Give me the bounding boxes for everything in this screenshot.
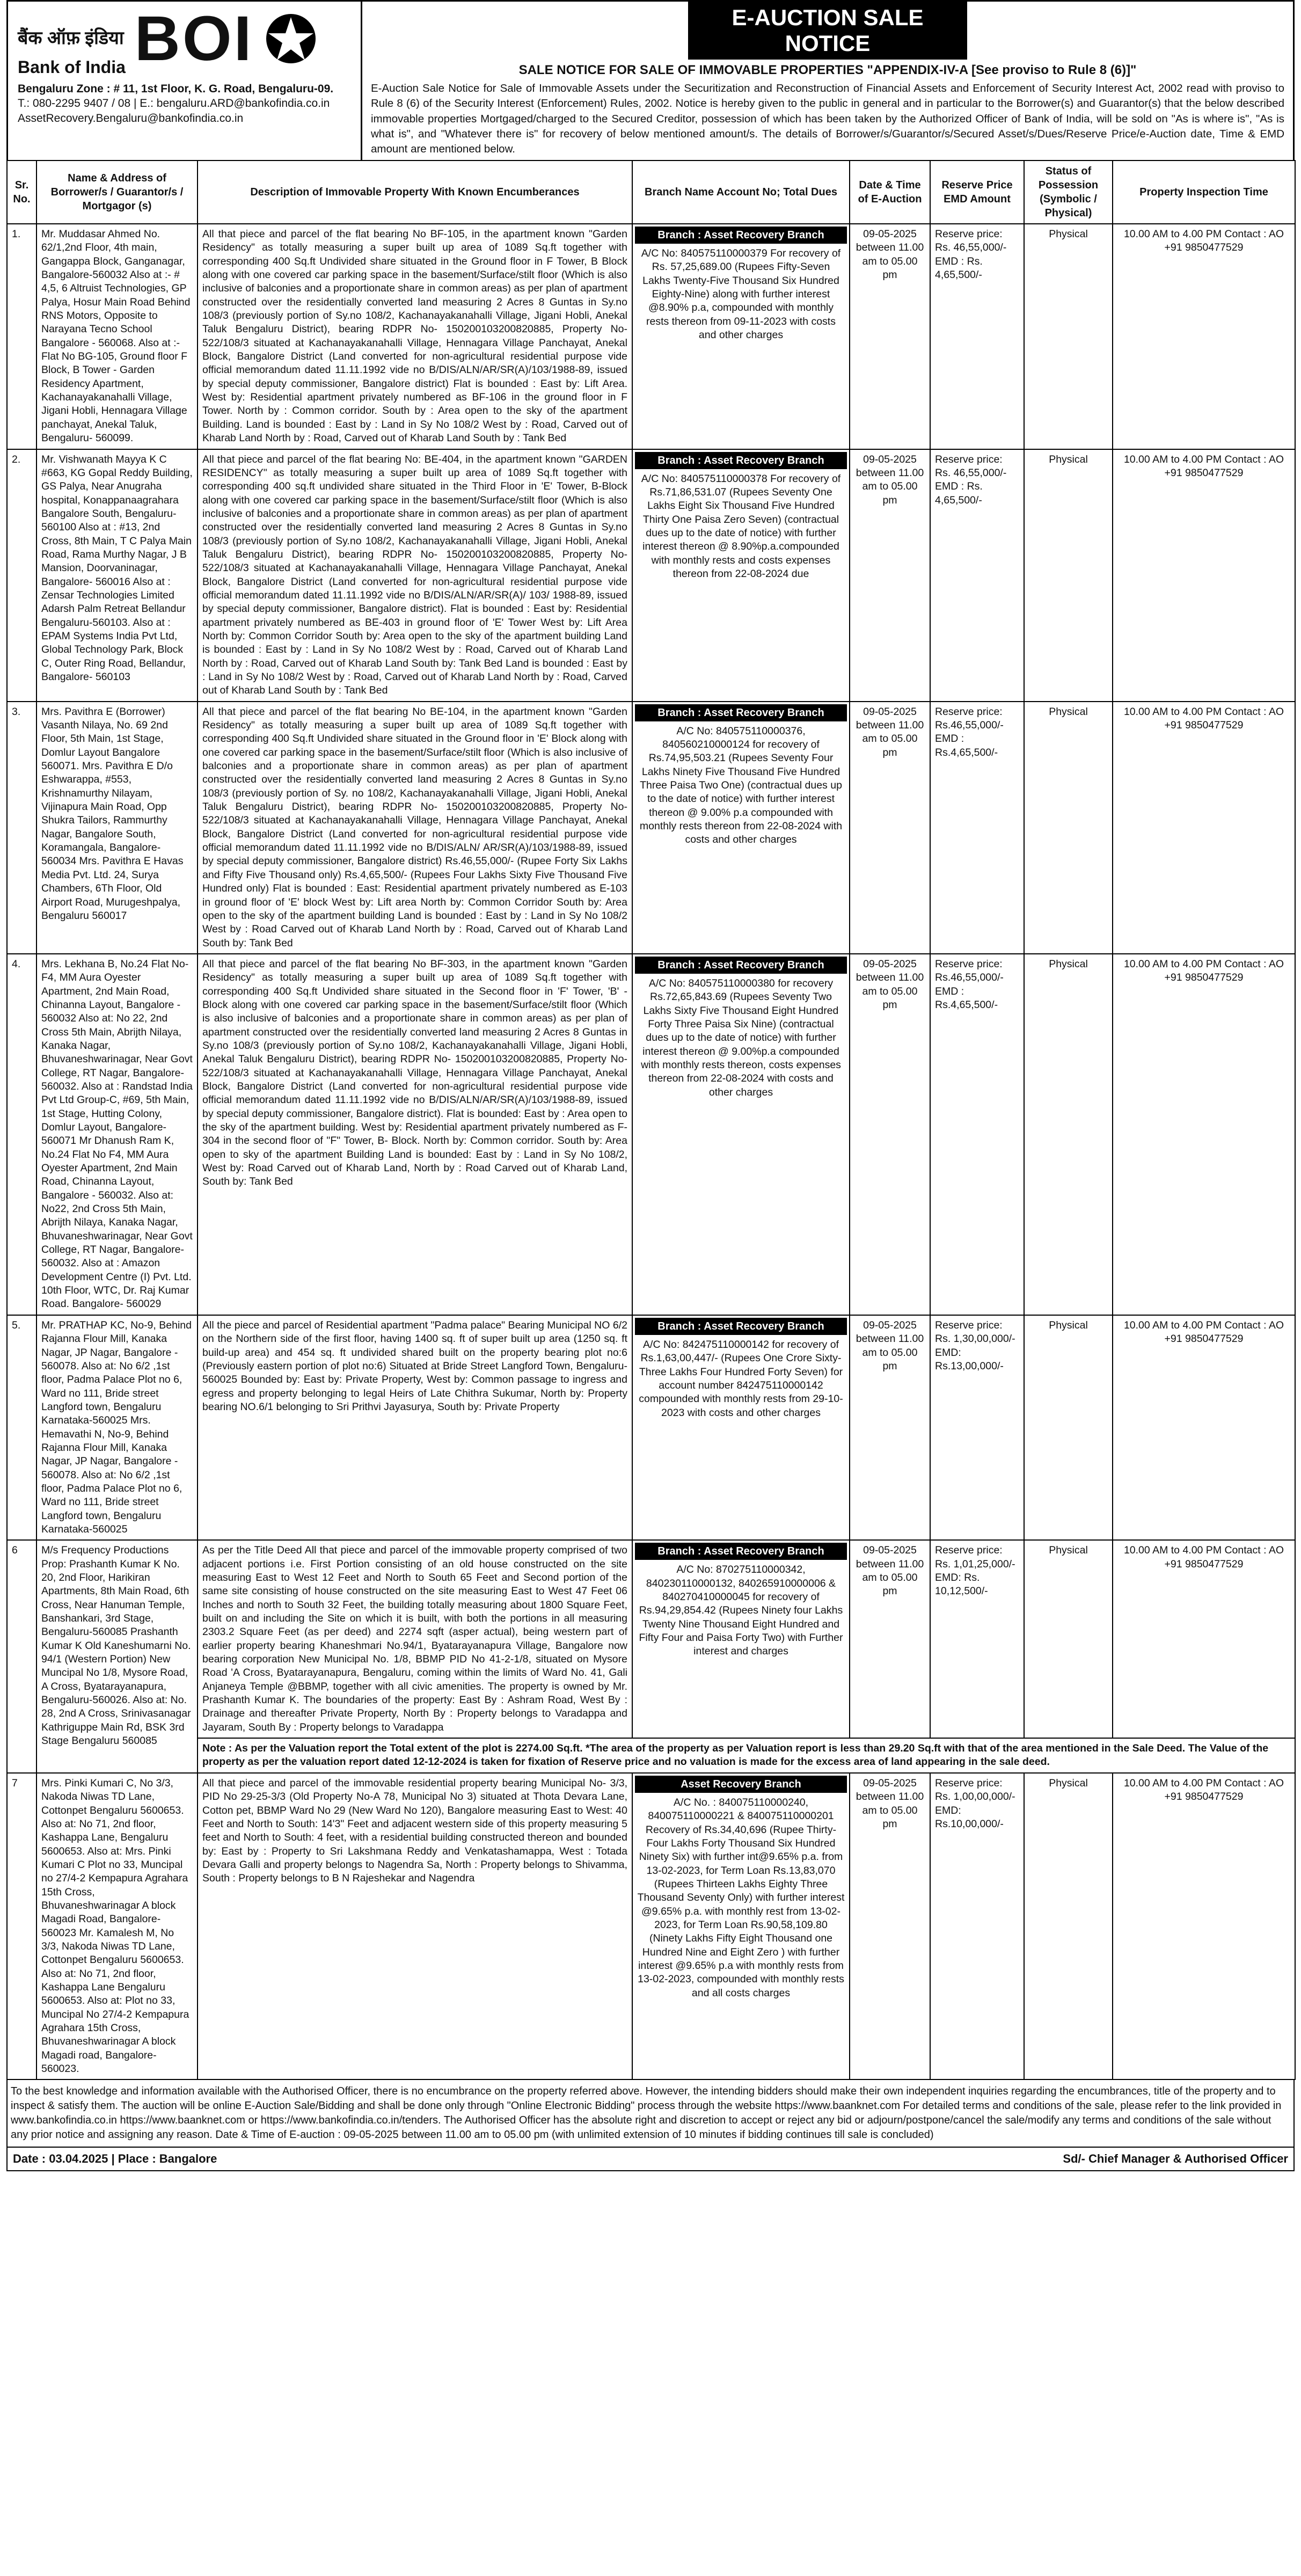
row-account [632,1540,850,1738]
row-auction-date: 09-05-2025 between 11.00 am to 05.00 pm [850,1773,930,2080]
header-reserve: Reserve Price EMD Amount [930,160,1024,224]
account-dues: A/C No: 840575110000380 for recovery Rs.72,65,843.69 (Rupees Seventy Two Lakhs Sixty Five Thousand Eight Hundred Forty Three Paisa Six Nine) (contractual dues up to the date of notice) with further interest thereon @ 9.00%p.a compounded with monthly rests thereon, costs expenses thereon from 22-08-2024 with costs and other charges [641,977,841,1098]
row-property: All that piece and parcel of the flat bearing No BE-104, in the apartment known "Garden Residency" as totally measuring a super built up area of 1089 Sq.ft together with corresponding 400 Sq.ft Undivided share situated in the Ground floor in 'E' Block along with one covered car parking space in the basement/Surface/stilt floor (Which is also inclusive of balconies and a proportionate share in common areas) as per plan of apartment constructed over the residentially converted land measuring 2 Acres 8 Guntas in Sy.no 108/3 (previously portion of Sy. no 108/2, Kachanayakanahalli Village, Jigani Hobli, Anekal Taluk Bengaluru District), bearing RDPR No- 150200103200820885, Property No-522/108/3 situated at Kachanayakanahalli Village, Hennagara Village Panchayat, Anekal Block, Bangalore District (Land converted for non-agricultural residential purpose vide official memorandum dated 11.11.1992 vide no B/DIS/ALN/ AR/SR(A)/103/1988-89, issued by special deputy commissioner, Bangalore district) Rs.46,55,000/- (Rupee Forty Six Lakhs and Fifty Five Thousand only) Rs.4,65,500/- (Rupees Four Lakhs Sixty Five Thousand Five Hundred only) Flat is bounded : East: Residential apartment privately numbered as E-103 in ground floor of 'E' block West by: Lift area North by: Common Corridor South by: Area open to the sky of the apartment building Land is bounded : East by : Land in Sy No 108/2 West by : Road Carved out of Kharab Land North by : Road, Carved out of Kharab Land South by: Tank Bed [198,702,632,954]
boi-logo-text: BOI [134,3,254,74]
table-row [7,954,1295,1315]
bank-hindi-name: बैंक ऑफ़ इंडिया [18,28,124,49]
row-sr: 1. [7,224,36,449]
table-header-row [7,160,1295,224]
table-row-note [7,1738,1295,1773]
row-account [632,1773,850,2080]
row-inspection: 10.00 AM to 4.00 PM Contact : AO +91 9850477529 [1113,1315,1295,1541]
row-auction-date: 09-05-2025 between 11.00 am to 05.00 pm [850,1315,930,1541]
notice-title: E-AUCTION SALE NOTICE [688,2,967,60]
header-desc: Description of Immovable Property With Known Encumberances [198,160,632,224]
auction-table [6,160,1296,2080]
notice-header [6,0,1295,160]
row-inspection: 10.00 AM to 4.00 PM Contact : AO +91 9850477529 [1113,1773,1295,2080]
row-possession: Physical [1024,224,1113,449]
row-auction-date: 09-05-2025 between 11.00 am to 05.00 pm [850,449,930,702]
date-place: Date : 03.04.2025 | Place : Bangalore [13,2152,217,2166]
row-sr: 2. [7,449,36,702]
notice-subtitle: SALE NOTICE FOR SALE OF IMMOVABLE PROPERTIES "APPENDIX-IV-A [See proviso to Rule 8 (6)]" [518,63,1137,77]
table-row [7,1773,1295,2080]
account-dues: A/C No: 842475110000142 for recovery of Rs.1,63,00,447/- (Rupees One Crore Sixty-Three Lakhs Four Hundred Forty Seven) for account number 842475110000142 compounded with monthly rests from 29-10-2023 with costs and other charges [639,1338,843,1419]
row-account [632,224,850,449]
header-date: Date & Time of E-Auction [850,160,930,224]
row-reserve-emd: Reserve price: Rs.46,55,000/- EMD : Rs.4,65,500/- [930,702,1024,954]
branch-label: Branch : Asset Recovery Branch [635,957,847,974]
header-possession: Status of Possession (Symbolic / Physical) [1024,160,1113,224]
account-dues: A/C No: 840575110000376, 840560210000124 for recovery of Rs.74,95,503.21 (Rupees Seventy Four Lakhs Ninety Five Thousand Five Hundred Three Paisa Two One) (contractual dues up to the date of notice) with further interest thereon @ 9.00% p.a compounded with monthly rests thereon from 22-08-2024 with costs and other charges [639,725,843,846]
row-borrower: M/s Frequency Productions Prop: Prashanth Kumar K No. 20, 2nd Floor, Harikiran Apartments, 8th Main Road, 6th Cross, Near Hanuman Temple, Banshankari, 3rd Stage, Bengaluru-560085 Prashanth Kumar K Old Kaneshumarni No. 94/1 (Western Portion) New Muncipal No 1/8, Mysore Road, A Cross, Byatarayanapura, Bengaluru-560026. Also at: No. 28, 2nd A Cross, Srinivasanagar Kathriguppe Main Rd, BSK 3rd Stage Bengaluru 560085 [36,1540,198,1773]
boi-star-logo-icon [264,12,318,65]
row-borrower: Mr. Vishwanath Mayya K C #663, KG Gopal Reddy Building, GS Palya, Near Anugraha hospital, Konappanaagrahara Bangalore South, Bengaluru-560100 Also at : #13, 2nd Cross, 8th Main, T C Palya Main Road, Rama Murthy Nagar, J B Mansion, Doorvaninagar, Bangalore- 560016 Also at : Zensar Technologies Limited Adarsh Palm Retreat Bellandur Bengaluru-560103. Also at : EPAM Systems India Pvt Ltd, Global Technology Park, Block C, Outer Ring Road, Bellandur, Bangalore- 560103 [36,449,198,702]
row-property: All that piece and parcel of the flat bearing No BF-105, in the apartment known "Garden Residency" as totally measuring a super built up area of 1089 Sq.ft together with corresponding 400 Sq.ft Undivided share situated in the Ground floor in F Tower, B Block along with one covered car parking space in the basement/Surface/stilt floor (Which is also inclusive of balconies and a proportionate share in common areas) as per plan of apartment constructed over the residentially converted land measuring 2 Acres 8 Guntas in Sy.no 108/3 (previously portion of Sy.no 108/2, Kachanayakanahalli Village, Jigani Hobli, Anekal Taluk Bengaluru District), bearing RDPR No- 150200103200820885, Property No-522/108/3 situated at Kachanayakanahalli Village, Hennagara Village Panchayat, Anekal Block, Bangalore District (Land converted for non-agricultural residential purpose vide official memorandum dated 11.11.1992 vide no B/DIS/ALN/AR/SR(A)/103/1988-89, issued by special deputy commissioner, Bangalore district) Flat is bounded : East by: Lift Area. West by: Residential apartment privately numbered as BF-106 in the ground floor in F Tower. North by : Common corridor. South by : Area open to the sky of the apartment Building. Land is bounded : East by : Land in Sy No 108/2 West by : Road, Carved out of Kharab Land North by : Road, Carved out of Kharab Land South by : Tank Bed [198,224,632,449]
row-reserve-emd: Reserve price: Rs. 46,55,000/- EMD : Rs. 4,65,500/- [930,449,1024,702]
table-row [7,702,1295,954]
row-account [632,449,850,702]
row-property: All that piece and parcel of the immovable residential property bearing Municipal No- 3/3, PID No 29-25-3/3 (Old Property No-A 78, Municipal No 3) situated at Thota Devara Lane, Cotton pet, BBMP Ward No 29 (New Ward No 120), Bangalore measuring East to West: 40 Feet and North to South: 14'3" Feet and adjacent western side of this property measuring 5 feet and North to South: 4 feet, with a residential building constructed thereon and bounded by: East by : Property to Sri Lakshmana Reddy and Venkatashamappa, West : Totada Devara Galli and property belongs to Nagendra Sa, North : Property belongs to Shivamma, South : Property belongs to B N Rajeshekar and Nagendra [198,1773,632,2080]
row-borrower: Mr. Muddasar Ahmed No. 62/1,2nd Floor, 4th main, Gangappa Block, Ganganagar, Bangalore-560032 Also at :- # 4,5, 6 Altruist Technologies, GP Palya, Hosur Main Road Behind RNS Motors, Opposite to Narayana Tecno School Bangalore - 560068. Also at :- Flat No BG-105, Ground floor F Block, B Tower - Garden Residency Apartment, Kachanayakanahalli Village, Jigani Hobli, Hennagara Village panchayat, Anekal Taluk, Bengaluru- 560099. [36,224,198,449]
contact-line: T.: 080-2295 9407 / 08 | E.: bengaluru.ARD@bankofindia.co.in [18,97,330,110]
row-reserve-emd: Reserve price: Rs. 46,55,000/- EMD : Rs. 4,65,500/- [930,224,1024,449]
bank-block [8,2,362,160]
notice-intro-block [362,2,1293,160]
row-sr: 7 [7,1773,36,2080]
row-inspection: 10.00 AM to 4.00 PM Contact : AO +91 9850477529 [1113,1540,1295,1738]
row-auction-date: 09-05-2025 between 11.00 am to 05.00 pm [850,954,930,1315]
branch-label: Branch : Asset Recovery Branch [635,1543,847,1560]
row-property: All that piece and parcel of the flat bearing No BF-303, in the apartment known "Garden Residency" as totally measuring a super built up area of 1089 Sq.ft together with corresponding 400 Sq.ft Undivided share situated in the Second floor in 'F' Tower, 'B' - Block along with one covered car parking space in the basement/Surface/stilt floor (Which is also inclusive of balconies and a proportionate share in common areas) as per plan of apartment constructed over the residentially converted land measuring 2 Acres 8 Guntas in Sy.no 108/3 (previously portion of Sy.no 108/2, Kachanayakanahalli Village, Jigani Hobli, Anekal Taluk Bengaluru District), bearing RDPR No- 150200103200820885, Property No-522/108/3 situated at Kachanayakanahalli Village, Hennagara Village Panchayat, Anekal Block, Bangalore District (Land converted for non-agricultural residential purpose vide official memorandum dated 11.11.1992 vide no B/DIS/ALN/AR/SR(A)/103/1988-89, issued by special deputy commissioner, Bangalore district). Flat is bounded: East by : Area open to the sky of the apartment building. West by: Residential apartment privately numbered as F-304 in the second floor of "F" Tower, B- Block. North by: Common corridor. South by: Area open to sky of the apartment Building Land is bounded: East by : Land in Sy No 108/2, West by: Road Carved out of Kharab Land, North by : Road Carved out of Kharab Land, South by: Tank Bed [198,954,632,1315]
row-sr: 3. [7,702,36,954]
branch-label: Branch : Asset Recovery Branch [635,452,847,469]
row-borrower: Mr. PRATHAP KC, No-9, Behind Rajanna Flour Mill, Kanaka Nagar, JP Nagar, Bangalore - 560078. Also at: No 6/2 ,1st floor, Padma Palace Plot no 6, Ward no 111, Bride street Langford town, Bengaluru Karnataka-560025 Mrs. Hemavathi N, No-9, Behind Rajanna Flour Mill, Kanaka Nagar, JP Nagar, Bangalore - 560078. Also at: No 6/2 ,1st floor, Padma Palace Plot no 6, Ward no 111, Bride street Langford town, Bengaluru Karnataka-560025 [36,1315,198,1541]
row-possession: Physical [1024,954,1113,1315]
branch-label: Branch : Asset Recovery Branch [635,227,847,244]
notice-intro: E-Auction Sale Notice for Sale of Immovable Assets under the Securitization and Reconstruction of Financial Assets and Enforcement of Security Interest Act, 2002 read with proviso to Rule 8 (6) of the Security Interest (Enforcement) Rules, 2002. Notice is hereby given to the public in general and in particular to the Borrower(s) and Guarantor(s) that the below described immovable properties Mortgaged/charged to the Secured Creditor, possession of which has been taken by the Authorized Officer of Bank of India, will be sold on "As is where is", "As is what is", and "Whatever there is" for recovery of below mentioned amount/s. The details of Borrower/s/Guarantor/s/Secured Asset/s/Dues/Reserve Price/e-Auction date, Time & EMD amount are mentioned below. [371,82,1284,156]
row-property: As per the Title Deed All that piece and parcel of the immovable property comprised of two adjacent portions i.e. First Portion consisting of an old house constructed on the site measuring East to West 12 Feet and North to South 65 Feet and Second portion of the same site consisting of house constructed on the site measuring East to West 47 Feet 06 Inches and north to South 32 Feet, the building totally measuring about 1800 Square Feet, built on and including the Site on which it is built, with both the portions in all measuring 2303.2 Square Feet (as per deed) and 2274 sqft (asper actual), being western part of earlier property bearing Khaneshmari No.94/1, Byatarayanapura Village, Bangalore now bearing corporation New Municipal No. 1/8, BBMP PID No 41-2-1/8, situated on Mysore Road 'A Cross, Byatarayanapura, Bengaluru, coming within the limits of Ward No. 41, Gali Anjaneya Temple @BBMP, together with all civic amenities. The property is owned by Mr. Prashanth Kumar K. The boundaries of the property: East By : Ashram Road, West By : Drainage and thereafter Private Property, North By : Property belongs to Varadappa and Jayaram, South By : Property belongs to Varadappa [198,1540,632,1738]
table-row [7,449,1295,702]
recovery-email: AssetRecovery.Bengaluru@bankofindia.co.in [18,112,244,125]
row-possession: Physical [1024,1315,1113,1541]
header-inspection: Property Inspection Time [1113,160,1295,224]
row-property: All that piece and parcel of the flat bearing No: BE-404, in the apartment known "GARDEN RESIDENCY" as totally measuring a super built up area of 1089 Sq.ft together with corresponding 400 sq.ft undivided share situated in the Third Floor in 'E' Tower, B-Block along with one covered car parking space in the basement/Surface/stilt floor (Which is also inclusive of balconies and a proportionate share in common areas) as per plan of apartment constructed over the residentially converted land measuring 2 Acres 8 Guntas in Sy.no 108/3 (previously portion of Sy.no 108/2, Kachanayakanahalli Village, Jigani Hobli, Anekal Taluk Bengaluru District), bearing RDPR No- 150200103200820885, Property No-522/108/3 situated at Kachanayakanahalli Village, Hennagara Village Panchayat, Anekal Block, Bangalore District (Land converted for non-agricultural residential purpose vide official memorandum dated 11.11.1992 vide no B/DIS/ALN/AR/SR(A)/ 103/ 1988-89, issued by special deputy commissioner, Bangalore district). Flat is bounded : East by: Residential apartment privately numbered as BE-403 in ground floor of 'E' Tower West by: Lift Area North by: Common Corridor South by: Area open to the sky of the apartment building Land is bounded : East by : Land in Sy No 108/2 West by : Road, Carved out of Kharab Land North by : Road, Carved out of Kharab Land South by: Tank Bed Land is bounded : East by : Land in Sy No 108/2 West by : Road, Carved out of Kharab Land North by : Road, Carved out of Kharab Land South by : Tank Bed [198,449,632,702]
header-sr: Sr. No. [7,160,36,224]
row-property: All the piece and parcel of Residential apartment "Padma palace" Bearing Municipal NO 6/2 on the Northern side of the first floor, having 1400 sq. ft of super built up area (1250 sq. ft build-up area) and 454 sq. ft undivided shared built on the property bearing plot no:6 (Previously eastern portion of plot no:6) Situated at Bride Street Langford Town, Bengaluru-560025 Bounded by: East by: Private Property, West by: Common passage to ingress and egress and property belonging to legal Heirs of Late Chithra Sukumar, North by: Property bearing NO.6/1 belonging to Sri Prithvi Jayasurya, South by: Private Property [198,1315,632,1541]
table-row [7,224,1295,449]
authorised-signatory: Sd/- Chief Manager & Authorised Officer [1063,2152,1288,2166]
row-account [632,1315,850,1541]
row-account [632,702,850,954]
row-possession: Physical [1024,702,1113,954]
row-reserve-emd: Reserve price: Rs. 1,01,25,000/- EMD: Rs. 10,12,500/- [930,1540,1024,1738]
bank-english-name: Bank of India [18,57,126,77]
row-possession: Physical [1024,1540,1113,1738]
table-row [7,1540,1295,1738]
notice-page [6,0,1295,2576]
row-sr: 6 [7,1540,36,1773]
branch-label: Branch : Asset Recovery Branch [635,704,847,721]
row-borrower: Mrs. Pinki Kumari C, No 3/3, Nakoda Niwas TD Lane, Cottonpet Bengaluru 5600653. Also at: No 71, 2nd floor, Kashappa Lane, Bengaluru 5600653. Also at: Mrs. Pinki Kumari C Plot no 33, Muncipal no 27/4-2 Kempapura Agrahara 15th Cross, Bhuvaneshwarinagar A block Magadi Road, Bangalore- 560023 Mr. Kamalesh M, No 3/3, Nakoda Niwas TD Lane, Cottonpet Bengaluru 5600653. Also at: No 71, 2nd floor, Kashappa Lane Bengaluru 5600653. Also at: Plot no 33, Muncipal No 27/4-2 Kempapura Agrahara 15th Cross, Bhuvaneshwarinagar A block Magadi road, Bangalore- 560023. [36,1773,198,2080]
table-row [7,1315,1295,1541]
row-reserve-emd: Reserve price: Rs.46,55,000/- EMD : Rs.4,65,500/- [930,954,1024,1315]
row-possession: Physical [1024,1773,1113,2080]
row-auction-date: 09-05-2025 between 11.00 am to 05.00 pm [850,702,930,954]
account-dues: A/C No: 840575110000378 For recovery of Rs.71,86,531.07 (Rupees Seventy One Lakhs Eight Six Thousand Five Hundred Thirty One Paisa Zero Seven) (contractual dues up to the date of notice) with further interest thereon @ 8.90%p.a.compounded with monthly rests and costs expenses thereon from 22-08-2024 due [641,472,841,580]
footer-terms: To the best knowledge and information available with the Authorised Officer, there is no encumbrance on the property referred above. However, the intending bidders should make their own independent inquiries regarding the encumbrances, title of the property and to inspect & satisfy them. The auction will be online E-Auction Sale/Bidding and shall be done only through "Online Electronic Bidding" process through the website https://www.baanknet.com For detailed terms and conditions of the sale, please refer to the link provided in www.bankofindia.co.in https://www.baanknet.com or https://www.bankofindia.co.in/tenders. The Authorised Officer has the absolute right and discretion to accept or reject any bid or adjourn/postpone/cancel the sale/modify any terms and conditions of the sale without any prior notice and assigning any reason. Date & Time of E-auction : 09-05-2025 between 11.00 am to 05.00 pm (with unlimited extension of 10 minutes if bidding continues till sale is concluded) [6,2080,1295,2148]
row-account [632,954,850,1315]
header-acct: Branch Name Account No; Total Dues [632,160,850,224]
zone-address: Bengaluru Zone : # 11, 1st Floor, K. G. Road, Bengaluru-09. [18,83,334,95]
row-inspection: 10.00 AM to 4.00 PM Contact : AO +91 9850477529 [1113,954,1295,1315]
branch-label: Branch : Asset Recovery Branch [635,1318,847,1335]
row-auction-date: 09-05-2025 between 11.00 am to 05.00 pm [850,1540,930,1738]
row-auction-date: 09-05-2025 between 11.00 am to 05.00 pm [850,224,930,449]
row-reserve-emd: Reserve price: Rs. 1,30,00,000/- EMD: Rs.13,00,000/- [930,1315,1024,1541]
row-sr: 5. [7,1315,36,1541]
valuation-note: Note : As per the Valuation report the Total extent of the plot is 2274.00 Sq.ft. *The area of the property as per Valuation report is less than 29.20 Sq.ft with that of the area mentioned in the Sale Deed. The Value of the property as per the valuation report dated 12-12-2024 is taken for fixation of Reserve price and no valuation is made for the excess area of land appearing in the sale deed. [198,1738,1295,1773]
account-dues: A/C No. : 840075110000240, 840075110000221 & 840075110000201 Recovery of Rs.34,40,696 (Rupee Thirty-Four Lakhs Forty Thousand Six Hundred Ninety Six) with further int@9.65% p.a. from 13-02-2023, for Term Loan Rs.13,83,070 (Rupees Thirteen Lakhs Eighty Three Thousand Seventy Only) with further interest @9.65% p.a. with monthly rest from 13-02-2023, for Term Loan Rs.90,58,109.80 (Ninety Lakhs Fifty Eight Thousand one Hundred Nine and Eight Zero ) with further interest @9.65% p.a with monthly rests from 13-02-2023, compounded with monthly rests and all costs charges [637,1796,845,1999]
row-inspection: 10.00 AM to 4.00 PM Contact : AO +91 9850477529 [1113,449,1295,702]
header-name: Name & Address of Borrower/s / Guarantor/s / Mortgagor (s) [36,160,198,224]
row-sr: 4. [7,954,36,1315]
account-dues: A/C No: 840575110000379 For recovery of Rs. 57,25,689.00 (Rupees Fifty-Seven Lakhs Twenty-Five Thousand Six Hundred Eighty-Nine) along with further interest @8.90% p.a, compounded with monthly rests thereon from 09-11-2023 with costs and other charges [641,247,841,341]
signature-row [6,2148,1295,2171]
row-borrower: Mrs. Lekhana B, No.24 Flat No-F4, MM Aura Oyester Apartment, 2nd Main Road, Chinanna Layout, Bangalore - 560032 Also at: No 22, 2nd Cross 5th Main, Abrijth Nilaya, Kanaka Nagar, Bhuvaneshwarinagar, Near Govt College, RT Nagar, Bangalore-560032. Also at : Randstad India Pvt Ltd Group-C, #69, 5th Main, 1st Stage, Hutting Colony, Domlur Layout, Bangalore- 560071 Mr Dhanush Ram K, No.24 Flat No F4, MM Aura Oyester Apartment, 2nd Main Road, Chinanna Layout, Bangalore - 560032. Also at: No22, 2nd Cross 5th Main, Abrijth Nilaya, Kanaka Nagar, Bhuvaneshwarinagar, Near Govt College, RT Nagar, Bangalore-560032. Also at : Amazon Development Centre (I) Pvt. Ltd. 10th Floor, WTC, Dr. Raj Kumar Road. Bangalore- 560029 [36,954,198,1315]
account-dues: A/C No: 870275110000342, 840230110000132, 840265910000006 & 840270410000045 for recovery of Rs.94,29,854.42 (Rupees Ninety four Lakhs Twenty Nine Thousand Eight Hundred and Fifty Four and Paisa Forty Two) with Further interest and charges [639,1564,843,1658]
row-reserve-emd: Reserve price: Rs. 1,00,00,000/- EMD: Rs.10,00,000/- [930,1773,1024,2080]
row-inspection: 10.00 AM to 4.00 PM Contact : AO +91 9850477529 [1113,224,1295,449]
row-inspection: 10.00 AM to 4.00 PM Contact : AO +91 9850477529 [1113,702,1295,954]
branch-label: Asset Recovery Branch [635,1776,847,1793]
row-borrower: Mrs. Pavithra E (Borrower) Vasanth Nilaya, No. 69 2nd Floor, 5th Main, 1st Stage, Domlur Layout Bangalore 560071. Mrs. Pavithra E D/o Eshwarappa, #553, Krishnamurthy Nilayam, Vijinapura Main Road, Opp Shukra Tailors, Rammurthy Nagar, Bangalore South, Koramangala, Bangalore-560034 Mrs. Pavithra E Havas Media Pvt. Ltd. 24, Surya Chambers, 6Th Floor, Old Airport Road, Murugeshpalya, Bengaluru 560017 [36,702,198,954]
row-possession: Physical [1024,449,1113,702]
